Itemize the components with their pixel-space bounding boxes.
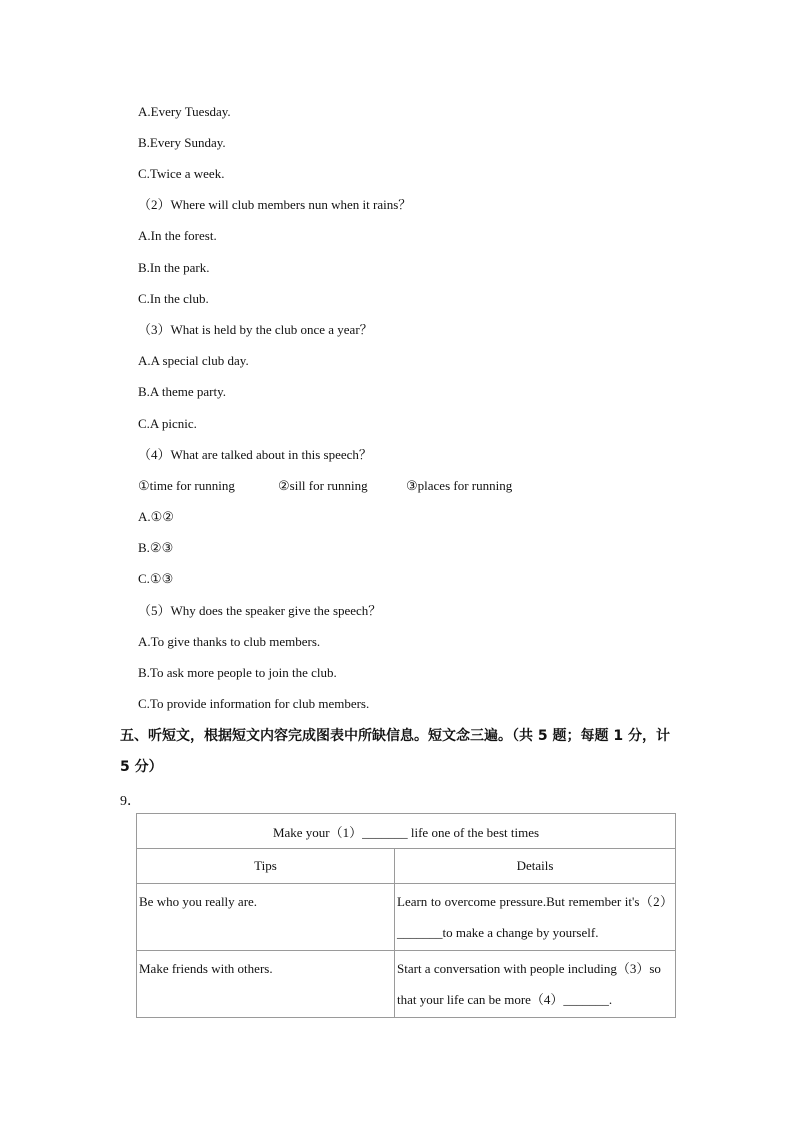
q5-option-b: B.To ask more people to join the club.: [138, 665, 337, 680]
q3-question: （3）What is held by the club once a year？: [138, 322, 373, 337]
q4-option-b: B.②③: [138, 540, 174, 555]
table-cell-tip: Be who you really are.: [137, 884, 395, 951]
table-cell-detail: Learn to overcome pressure.But remember it's（2）_______to make a change by yourself.: [395, 884, 676, 951]
q3-option-a: A.A special club day.: [138, 353, 249, 368]
table-header-details: Details: [395, 849, 676, 884]
q2-option-a: A.In the forest.: [138, 228, 217, 243]
table-cell-tip: Make friends with others.: [137, 951, 395, 1018]
q2-option-b: B.In the park.: [138, 260, 210, 275]
table-row: [137, 884, 676, 951]
q1-option-a: A.Every Tuesday.: [138, 104, 231, 119]
question-number: 9．: [120, 794, 141, 809]
table-row: [137, 951, 676, 1018]
q5-option-c: C.To provide information for club members.: [138, 696, 370, 711]
q4-item-1: ①time for running: [138, 478, 235, 493]
table-cell-detail: Start a conversation with people including（3）so that your life can be more（4）_______.: [395, 951, 676, 1018]
q2-question: （2）Where will club members nun when it rains？: [138, 197, 412, 212]
q4-items-row: [138, 478, 512, 494]
q4-item-2: ②sill for running: [278, 478, 368, 493]
q1-option-b: B.Every Sunday.: [138, 135, 226, 150]
q2-option-c: C.In the club.: [138, 291, 209, 306]
info-table: [136, 813, 676, 1018]
q1-option-c: C.Twice a week.: [138, 166, 225, 181]
q5-question: （5）Why does the speaker give the speech？: [138, 603, 382, 618]
q4-question: （4）What are talked about in this speech？: [138, 447, 372, 462]
q4-option-c: C.①③: [138, 571, 174, 586]
q5-option-a: A.To give thanks to club members.: [138, 634, 321, 649]
q4-option-a: A.①②: [138, 509, 174, 524]
section-heading: 五、听短文，根据短文内容完成图表中所缺信息。短文念三遍。（共 5 题；每题 1 分，计 5 分）: [120, 728, 670, 775]
q3-option-c: C.A picnic.: [138, 416, 197, 431]
q4-item-3: ③places for running: [406, 478, 513, 493]
q3-option-b: B.A theme party.: [138, 384, 226, 399]
table-title: Make your（1）_______ life one of the best times: [137, 814, 676, 849]
table-header-tips: Tips: [137, 849, 395, 884]
